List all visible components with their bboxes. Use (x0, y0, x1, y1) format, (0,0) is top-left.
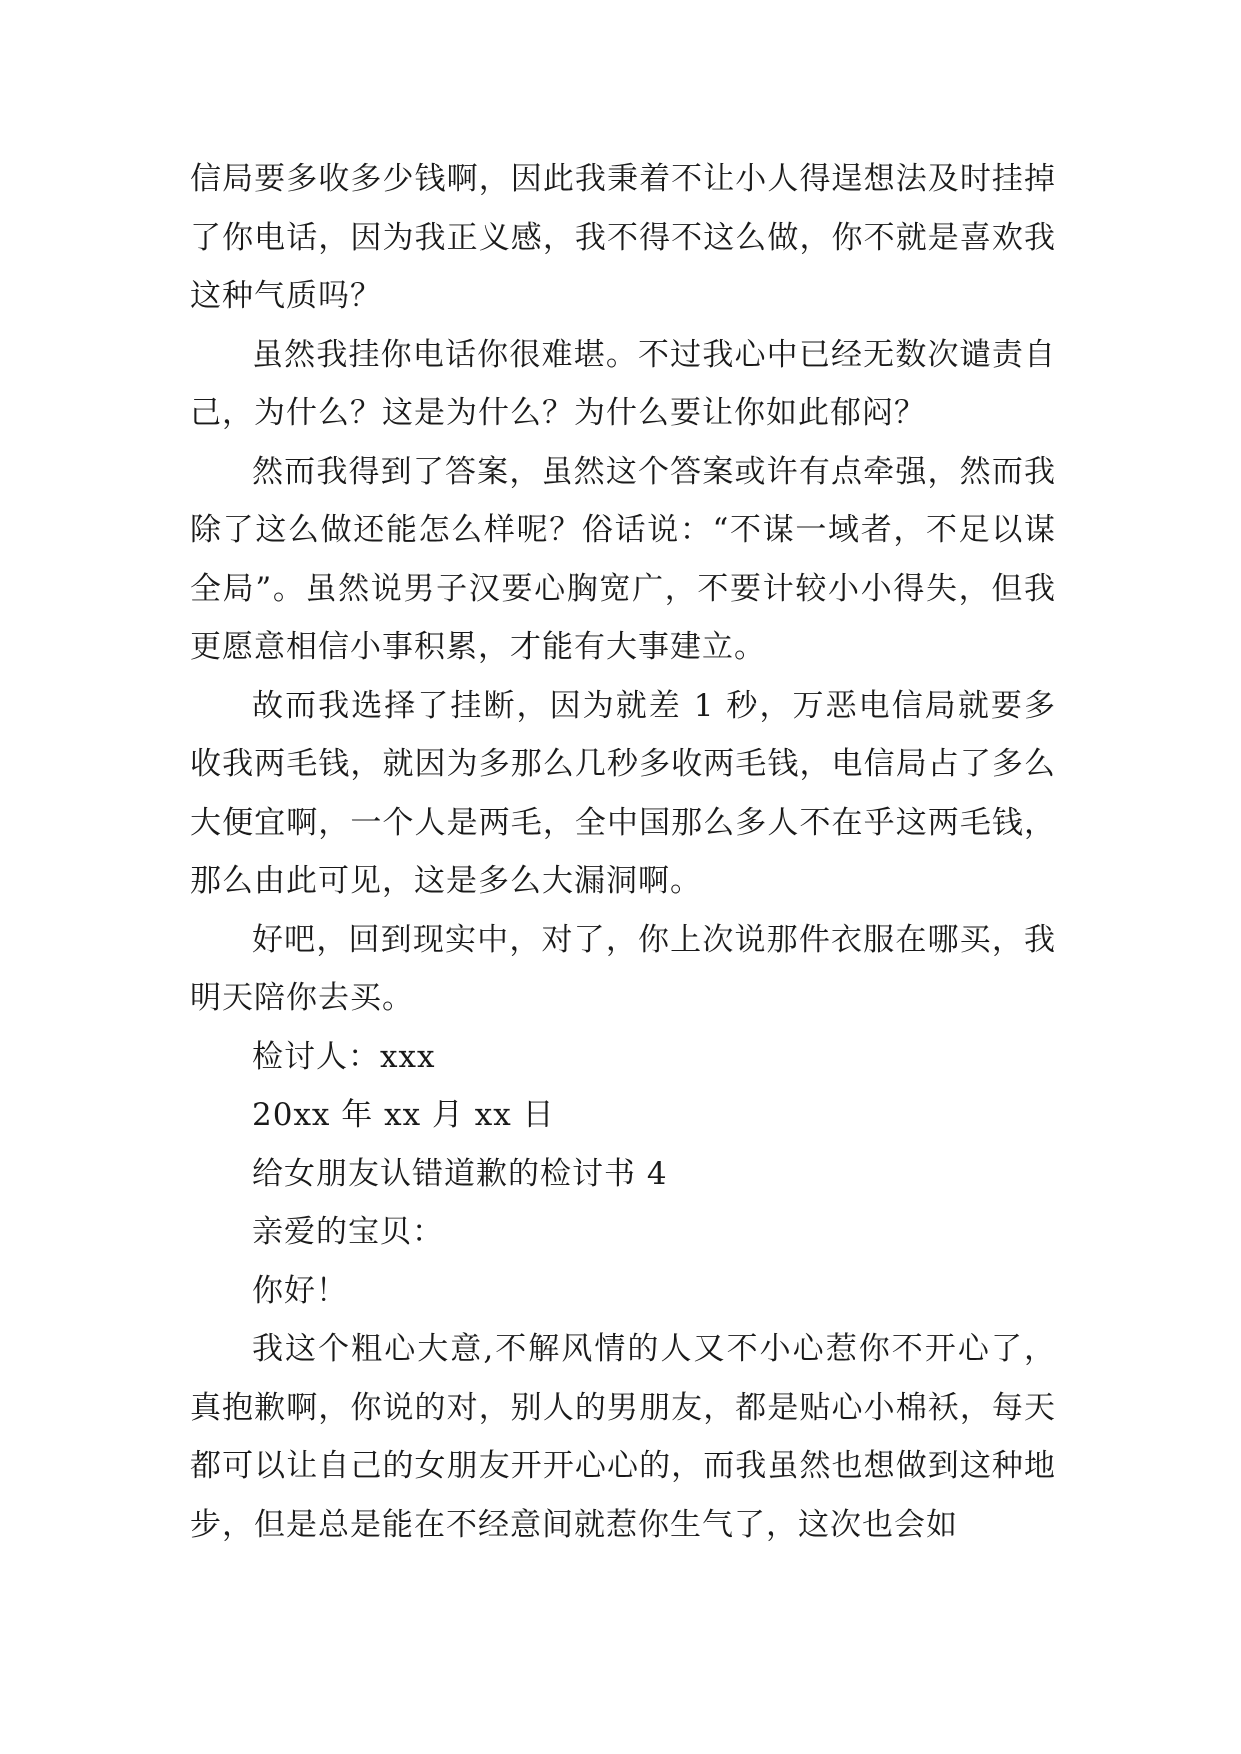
paragraph-answer: 然而我得到了答案，虽然这个答案或许有点牵强，然而我除了这么做还能怎么样呢？俗话说：“不谋一域者，不足以谋全局”。虽然说男子汉要心胸宽广，不要计较小小得失，但我更愿意相信小事积累，才能有大事建立。 (190, 453, 1056, 665)
signature-line: 检讨人：xxx (252, 1038, 436, 1075)
paragraph-apology: 我这个粗心大意,不解风情的人又不小心惹你不开心了，真抱歉啊，你说的对，别人的男朋友，都是贴心小棉袄，每天都可以让自己的女朋友开开心心的，而我虽然也想做到这种地步，但是总是能在不经意间就惹你生气了，这次也会如 (190, 1331, 1056, 1543)
salutation: 亲爱的宝贝： (252, 1214, 444, 1250)
section-title: 给女朋友认错道歉的检讨书 4 (252, 1155, 668, 1192)
greeting: 你好！ (252, 1272, 348, 1309)
paragraph-embarrassed: 虽然我挂你电话你很难堪。不过我心中已经无数次谴责自己，为什么？这是为什么？为什么要让你如此郁闷？ (190, 336, 1056, 431)
paragraph-continuation: 信局要多收多少钱啊，因此我秉着不让小人得逞想法及时挂掉了你电话，因为我正义感，我不得不这么做，你不就是喜欢我这种气质吗？ (190, 161, 1056, 314)
date-line: 20xx 年 xx 月 xx 日 (252, 1097, 555, 1133)
document-body (190, 150, 1056, 1554)
paragraph-hang-up-reason: 故而我选择了挂断，因为就差 1 秒，万恶电信局就要多收我两毛钱，就因为多那么几秒多收两毛钱，电信局占了多么大便宜啊，一个人是两毛，全中国那么多人不在乎这两毛钱，那么由此可见，这是多么大漏洞啊。 (190, 687, 1056, 899)
paragraph-back-to-reality: 好吧，回到现实中，对了，你上次说那件衣服在哪买，我明天陪你去买。 (190, 921, 1056, 1016)
